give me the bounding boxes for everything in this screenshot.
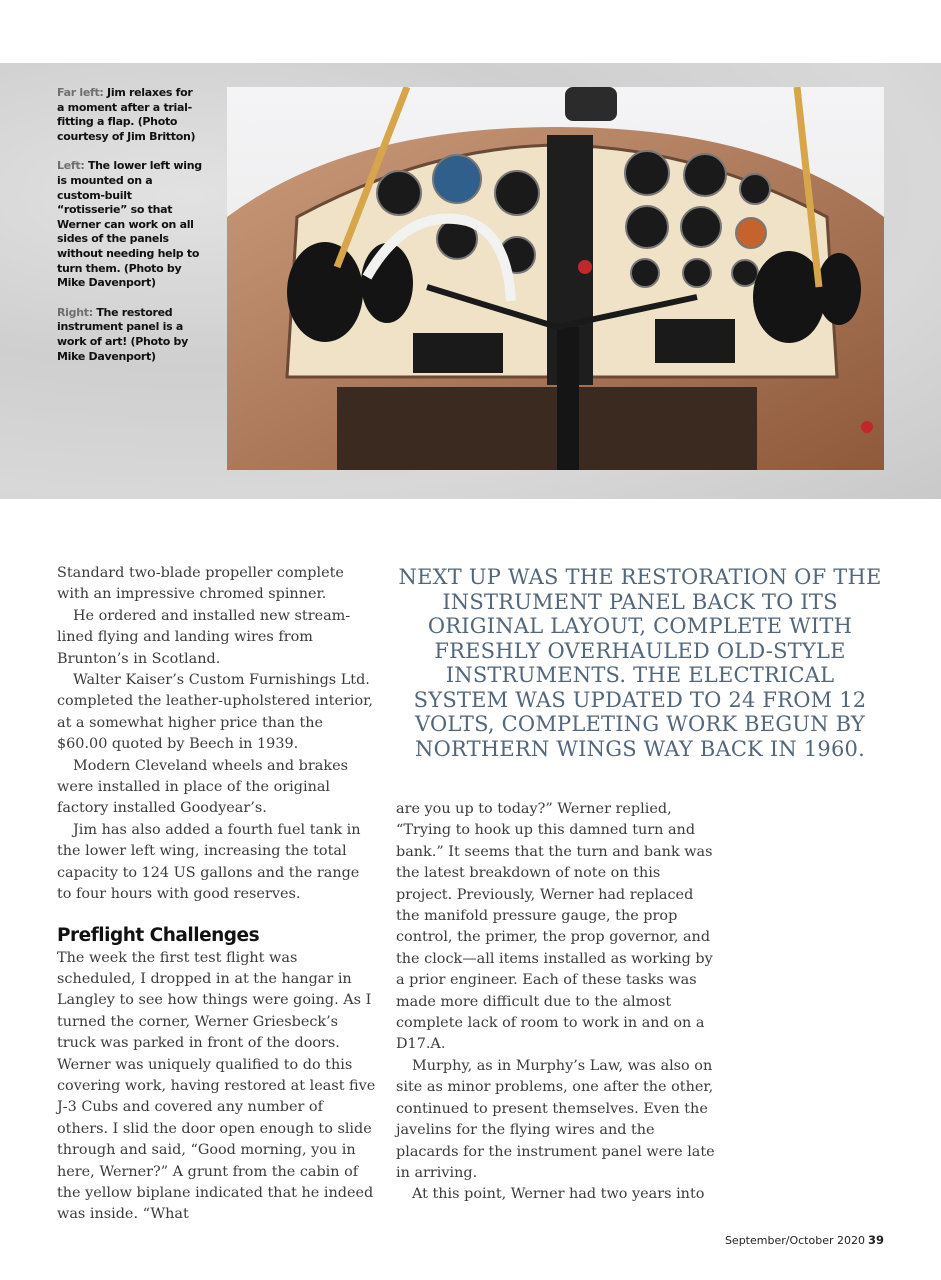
paragraph: He ordered and installed new stream-lined flying and landing wires from Brunton’s in Scotland. xyxy=(57,607,351,667)
section-subheading: Preflight Challenges xyxy=(57,924,260,946)
right-text-column xyxy=(396,799,718,1206)
page-number: 39 xyxy=(867,1233,884,1247)
caption-right: Right: The restored instrument panel is a work of art! (Photo by Mike Davenport) xyxy=(57,305,188,363)
paragraph: At this point, Werner had two years into xyxy=(412,1186,705,1203)
caption-left: Left: The lower left wing is mounted on a custom-built “rotisserie” so that Werner can work on all sides of the panels without needing help to turn them. (Photo by Mike Davenport) xyxy=(57,159,202,290)
paragraph: Standard two-blade propeller complete with an impressive chromed spinner. xyxy=(57,565,344,603)
left-text-column xyxy=(57,563,377,1226)
instrument-panel-photo xyxy=(227,87,884,470)
paragraph: Murphy, as in Murphy’s Law, was also on site as minor problems, one after the other, continued to present themselves. Even the javelins for the flying wires and the placards for the instrument panel were late in arriving. xyxy=(396,1057,715,1181)
paragraph: Walter Kaiser’s Custom Furnishings Ltd. completed the leather-upholstered interior, at a somewhat higher price than the $60.00 quoted by Beech in 1939. xyxy=(57,672,374,753)
page-footer xyxy=(600,1233,884,1247)
pull-quote: NEXT UP WAS THE RESTORATION OF THE INSTRUMENT PANEL BACK TO ITS ORIGINAL LAYOUT, COMPLETE WITH FRESHLY OVERHAULED OLD-STYLE INSTRUMENTS. THE ELECTRICAL SYSTEM WAS UPDATED TO 24 FROM 12 VOLTS, COMPLETING WORK BEGUN BY NORTHERN WINGS WAY BACK IN 1960. xyxy=(398,565,882,761)
issue-date: September/October 2020 xyxy=(724,1234,865,1247)
paragraph: Jim has also added a fourth fuel tank in the lower left wing, increasing the total capacity to 124 US gallons and the range to four hours with good reserves. xyxy=(57,821,361,903)
cockpit-illustration xyxy=(227,87,884,470)
photo-captions xyxy=(57,86,202,379)
caption-far-left: Far left: Jim relaxes for a moment after a trial-fitting a flap. (Photo courtesy of Jim Britton) xyxy=(57,86,196,143)
paragraph: Modern Cleveland wheels and brakes were installed in place of the original factory installed Goodyear’s. xyxy=(57,757,348,817)
paragraph: The week the first test flight was scheduled, I dropped in at the hangar in Langley to see how things were going. As I turned the corner, Werner Griesbeck’s truck was parked in front of the doors. Werner was uniquely qualified to do this covering work, having restored at least five J-3 Cubs and covered any number of others. I slid the door open enough to slide through and said, “Good morning, you in here, Werner?” A grunt from the cabin of the yellow biplane indicated that he indeed was inside. “What xyxy=(57,949,376,1223)
paragraph: are you up to today?” Werner replied, “Trying to hook up this damned turn and bank.” It seems that the turn and bank was the latest breakdown of note on this project. Previously, Werner had replaced the manifold pressure gauge, the prop control, the primer, the prop governor, and the clock—all items installed as working by a prior engineer. Each of these tasks was made more difficult due to the almost complete lack of room to work in and on a D17.A. xyxy=(396,801,713,1053)
